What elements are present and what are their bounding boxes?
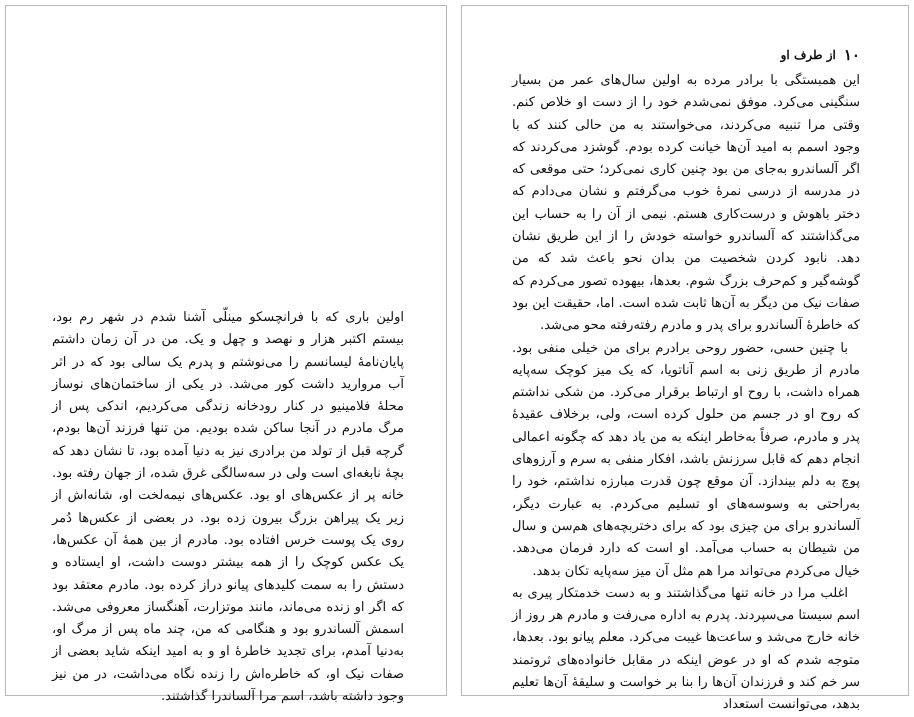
running-header <box>781 46 860 64</box>
paragraph: اولین باری که با فرانچسکو مینلّی آشنا شدم در شهر رم بود، بیستم اکتبر هزار و نهصد و چهل و یک. من در آن زمان داشتم پایان‌نامهٔ لیسانسم را می‌نوشتم و پدرم یک سالی بود که در اثر آب مروارید داشت کور می‌شد. در یکی از ساختمان‌های نوساز محلهٔ فلامینیو در کنار رودخانه زندگی می‌کردیم، اندکی پس از مرگ مادرم در آنجا ساکن شده بودیم. من تنها فرزند آن‌ها بودم، گرچه قبل از تولد من برادری نیز به دنیا آمده بود، تا نشان دهد که بچهٔ نابغه‌ای است ولی در سه‌سالگی غرق شده، از جهان رفته بود. خانه پر از عکس‌های او بود. عکس‌های نیمه‌لخت او، شانه‌اش از زیر یک پیراهن بزرگ بیرون زده بود. در بعضی از عکس‌ها دُمر روی یک پوست خرس افتاده بود. مادرم از بین همهٔ آن عکس‌ها، یک عکس کوچک را از همه بیشتر دوست داشت، او ایستاده و دستش را به سمت کلیدهای پیانو دراز کرده بود. مادرم معتقد بود که اگر او زنده می‌ماند، مانند موتزارت، آهنگساز معروفی می‌شد. اسمش آلساندرو بود و هنگامی که من، چند ماه پس از مرگ او، به‌دنیا آمدم، برای تجدید خاطرهٔ او و به امید اینکه شاید بعضی از صفات نیک او، که خاطره‌اش را زنده نگاه می‌داشت، در من نیز وجود داشته باشد، اسم مرا آلساندرا گذاشتند. <box>52 310 405 705</box>
left-page <box>6 6 446 705</box>
running-head-title: از طرف او <box>780 48 836 62</box>
right-page-body <box>512 70 860 717</box>
paragraph: این همبستگی با برادر مرده به اولین سال‌های عمر من بسیار سنگینی می‌کرد. موفق نمی‌شدم خود را از دست او خلاص کنم. وقتی مرا تنبیه می‌کردند، می‌خواستند به من حالی کنند که با وجود اسمم به امید آن‌ها خیانت کرده بودم. گوشزد می‌کردند که اگر آلساندرو به‌جای من بود چنین کاری نمی‌کرد؛ حتی موقعی که در مدرسه از درسی نمرهٔ خوب می‌گرفتم و نشان می‌دادم که دختر باهوش و درست‌کاری هستم. نیمی از آن را به حساب این می‌گذاشتند که آلساندرو خواسته خودش را از این طریق نشان دهد. نابود کردن شخصیت من بدان نحو باعث شد که من گوشه‌گیر و کم‌حرف بزرگ شوم. بعدها، بیهوده تصور می‌کردم که صفات نیک من دیگر به آن‌ها ثابت شده است. اما، حقیقت این بود که خاطرهٔ آلساندرو برای پدر و مادرم رفته‌رفته محو می‌شد. <box>512 73 860 334</box>
page-number: ۱۰ <box>843 46 860 64</box>
right-page <box>462 6 908 713</box>
paragraph: با چنین حسی، حضور روحی برادرم برای من خیلی منفی بود. مادرم از طریق زنی به اسم آناتویا، که یک میز کوچک سه‌پایه همراه داشت، با روح او ارتباط برقرار می‌کرد. من شکی نداشتم که روح او در جسم من حلول کرده است، ولی، برخلاف عقیدهٔ پدر و مادرم، صرفاً به‌خاطر اینکه به من یاد دهد که چگونه اعمالی انجام دهم که قابل سرزنش باشد، افکار منفی به سرم و آرزوهای پوچ به دلم بیندازد. آن موقع چون قدرت مبارزه نداشتم، خود را به‌راحتی به وسوسه‌های او تسلیم می‌کردم. به عبارت دیگر، آلساندرو برای من چیزی بود که برای دختربچه‌های هم‌سن و سال من شیطان به حساب می‌آمد. او است که دارد فرمان می‌دهد. خیال می‌کردم می‌تواند مرا هم مثل آن میز سه‌پایه تکان بدهد. <box>512 340 860 579</box>
paragraph: اغلب مرا در خانه تنها می‌گذاشتند و به دست خدمتکار پیری به اسم سیستا می‌سپردند. پدرم به اداره می‌رفت و مادرم هر روز از خانه خارج می‌شد و ساعت‌ها غیبت می‌کرد. معلم پیانو بود. بعدها، متوجه شدم که او در عوض اینکه در مقابل خانواده‌های ثروتمند سر خم کند و فرزندان آن‌ها را بنا بر خواست و سلیقهٔ آن‌ها تعلیم بدهد، می‌توانست استعداد <box>512 585 860 713</box>
left-page-body <box>52 307 404 708</box>
